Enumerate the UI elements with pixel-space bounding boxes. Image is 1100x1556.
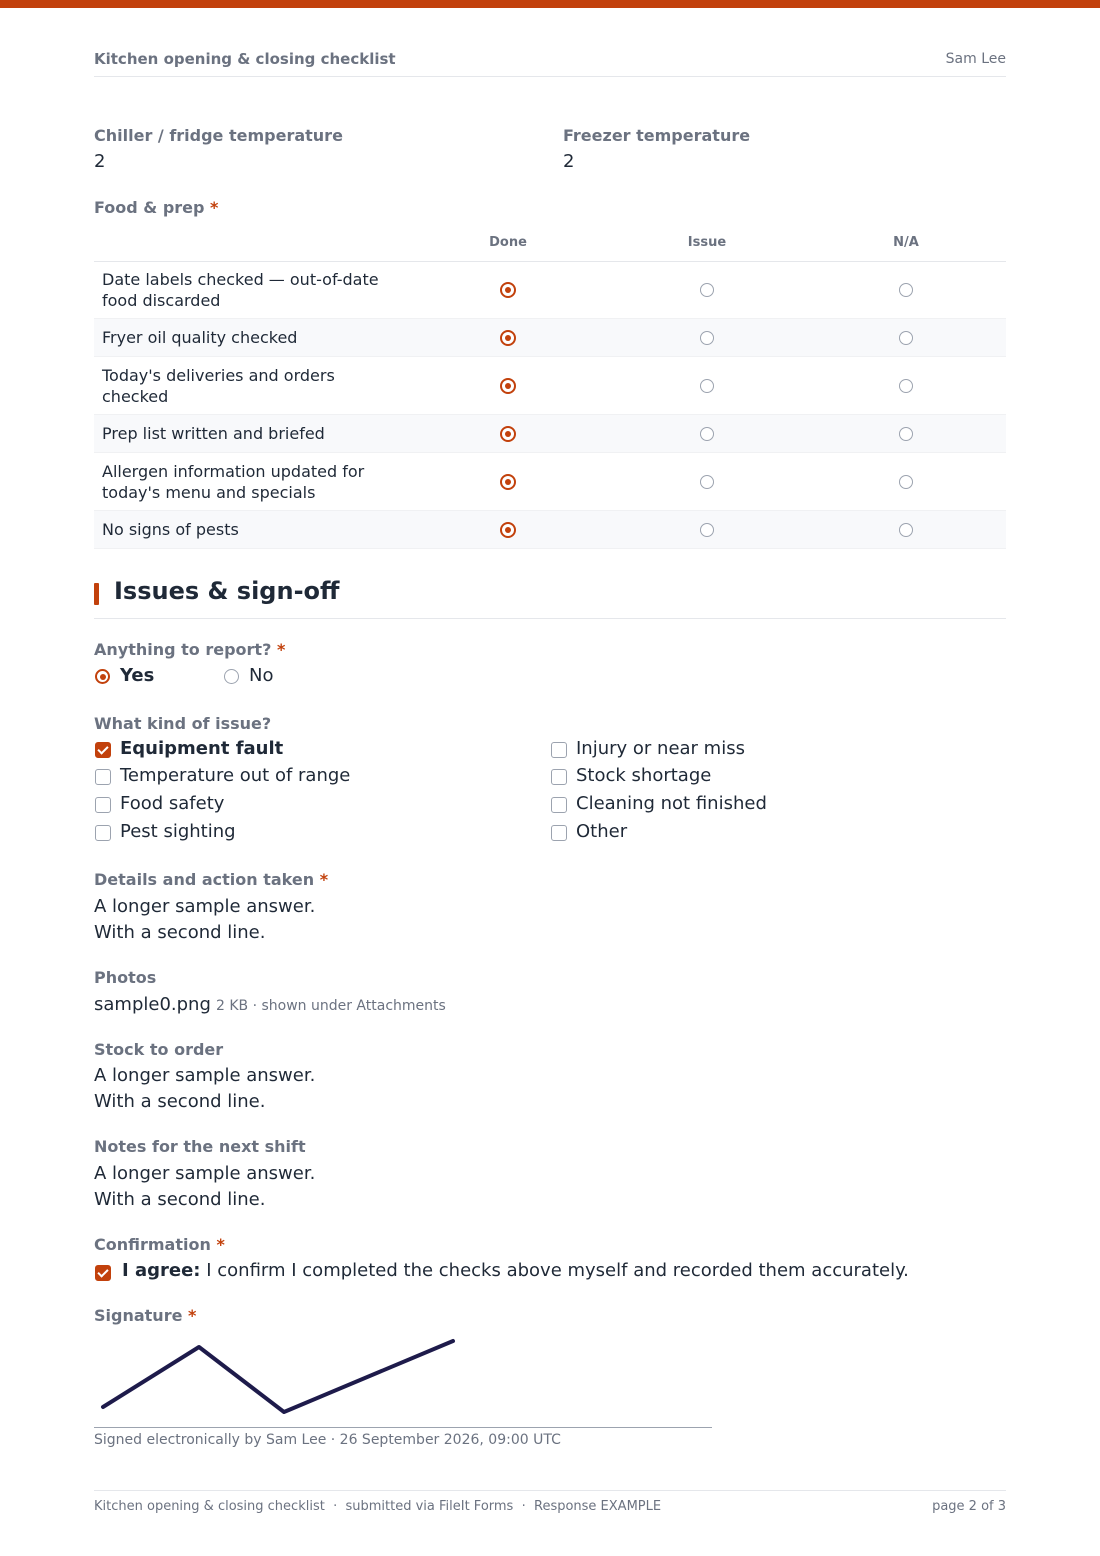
food-prep-matrix [94, 228, 1006, 549]
matrix-radio-na[interactable] [899, 475, 913, 489]
section-title: Issues & sign-off [114, 577, 340, 605]
required-marker: * [216, 1235, 225, 1254]
chiller-temp-label: Chiller / fridge temperature [94, 126, 343, 145]
required-marker: * [210, 198, 219, 217]
details-label [94, 870, 328, 889]
report-yes-radio[interactable] [95, 669, 110, 684]
issue-checkbox[interactable] [95, 797, 111, 813]
matrix-radio-na[interactable] [899, 379, 913, 393]
chiller-temp-value: 2 [94, 151, 106, 172]
matrix-radio-issue[interactable] [700, 427, 714, 441]
confirmation-checkbox[interactable] [95, 1265, 111, 1281]
matrix-radio-na[interactable] [899, 427, 913, 441]
confirmation-label-text: Confirmation [94, 1235, 211, 1254]
matrix-radio-done[interactable] [500, 378, 516, 394]
issue-option-label: Equipment fault [120, 738, 284, 759]
matrix-row [94, 319, 1006, 357]
report-yes-label: Yes [120, 665, 155, 686]
signature-label-text: Signature [94, 1306, 183, 1325]
photo-file-name[interactable]: sample0.png [94, 994, 211, 1015]
form-title: Kitchen opening & closing checklist [94, 50, 396, 68]
confirmation-agree: I agree: [122, 1260, 201, 1281]
confirmation-statement: I confirm I completed the checks above myself and recorded them accurately. [206, 1260, 909, 1281]
notes-line-2: With a second line. [94, 1189, 266, 1210]
matrix-radio-na[interactable] [899, 331, 913, 345]
signature-image [94, 1330, 494, 1425]
stock-value [94, 1063, 315, 1115]
issue-checkbox[interactable] [95, 769, 111, 785]
page-header [94, 48, 1006, 77]
footer-left: Kitchen opening & closing checklist · submitted via FileIt Forms · Response EXAMPLE [94, 1499, 662, 1514]
food-prep-label-text: Food & prep [94, 198, 205, 217]
signed-by-text: Signed electronically by Sam Lee · 26 September 2026, 09:00 UTC [94, 1432, 561, 1448]
stock-label: Stock to order [94, 1040, 224, 1059]
issue-option-label: Stock shortage [576, 765, 712, 786]
matrix-radio-issue[interactable] [700, 331, 714, 345]
required-marker: * [319, 870, 329, 889]
matrix-radio-na[interactable] [899, 523, 913, 537]
report-label [94, 640, 285, 659]
section-issues-signoff [94, 577, 1006, 619]
matrix-row-label: Today's deliveries and orders checked [102, 365, 335, 406]
issue-checkbox[interactable] [95, 825, 111, 841]
matrix-radio-done[interactable] [500, 330, 516, 346]
details-line-2: With a second line. [94, 922, 266, 943]
issue-checkbox[interactable] [551, 769, 567, 785]
matrix-row-label: Fryer oil quality checked [102, 328, 298, 347]
matrix-row [94, 415, 1006, 453]
issue-checkbox[interactable] [551, 797, 567, 813]
column-na: N/A [893, 235, 919, 250]
respondent-name: Sam Lee [945, 51, 1006, 67]
page-number: page 2 of 3 [932, 1499, 1006, 1514]
matrix-row [94, 262, 1006, 319]
column-issue: Issue [687, 235, 727, 250]
matrix-radio-issue[interactable] [700, 283, 714, 297]
issue-option-label: Cleaning not finished [576, 793, 767, 814]
matrix-row-label: No signs of pests [102, 520, 239, 539]
matrix-row-label: Allergen information updated for today's menu and specials [102, 461, 365, 502]
matrix-row [94, 453, 1006, 511]
photos-value [94, 992, 446, 1018]
signature-line [94, 1427, 712, 1428]
details-label-text: Details and action taken [94, 870, 315, 889]
issue-kind-label: What kind of issue? [94, 714, 272, 733]
photo-file-meta: 2 KB · shown under Attachments [215, 998, 446, 1014]
matrix-radio-issue[interactable] [700, 475, 714, 489]
report-no-radio[interactable] [224, 669, 239, 684]
details-line-1: A longer sample answer. [94, 896, 316, 917]
matrix-row-label: Prep list written and briefed [102, 424, 325, 443]
accent-top-bar [0, 0, 1100, 8]
stock-line-2: With a second line. [94, 1091, 266, 1112]
report-no-label: No [249, 665, 274, 686]
freezer-temp-label: Freezer temperature [563, 126, 751, 145]
matrix-radio-issue[interactable] [700, 523, 714, 537]
matrix-row-label: Date labels checked — out-of-date food discarded [102, 270, 379, 310]
issue-option-label: Other [576, 821, 628, 842]
issue-checkbox[interactable] [551, 742, 567, 758]
issue-option-label: Temperature out of range [120, 765, 351, 786]
confirmation-label [94, 1235, 225, 1254]
details-value [94, 894, 315, 946]
issue-checkbox[interactable] [95, 742, 111, 758]
matrix-header [94, 228, 1006, 262]
required-marker: * [188, 1306, 197, 1325]
signature-label [94, 1306, 196, 1325]
stock-line-1: A longer sample answer. [94, 1065, 316, 1086]
matrix-rows [94, 262, 1006, 549]
issue-option-label: Pest sighting [120, 821, 236, 842]
food-prep-label [94, 198, 218, 217]
matrix-row [94, 511, 1006, 549]
notes-value [94, 1161, 315, 1213]
section-accent-bar [94, 583, 99, 605]
photos-label: Photos [94, 968, 157, 987]
matrix-radio-na[interactable] [899, 283, 913, 297]
matrix-radio-done[interactable] [500, 522, 516, 538]
matrix-radio-done[interactable] [500, 282, 516, 298]
required-marker: * [276, 640, 286, 659]
notes-line-1: A longer sample answer. [94, 1163, 316, 1184]
matrix-radio-done[interactable] [500, 426, 516, 442]
issue-option-label: Injury or near miss [576, 738, 745, 759]
column-done: Done [489, 235, 527, 250]
matrix-radio-issue[interactable] [700, 379, 714, 393]
report-label-text: Anything to report? [94, 640, 272, 659]
issue-checkbox[interactable] [551, 825, 567, 841]
matrix-row [94, 357, 1006, 415]
notes-label: Notes for the next shift [94, 1137, 306, 1156]
issue-option-label: Food safety [120, 793, 225, 814]
matrix-radio-done[interactable] [500, 474, 516, 490]
freezer-temp-value: 2 [563, 151, 575, 172]
confirmation-text [122, 1260, 909, 1281]
page-footer [94, 1490, 1006, 1521]
